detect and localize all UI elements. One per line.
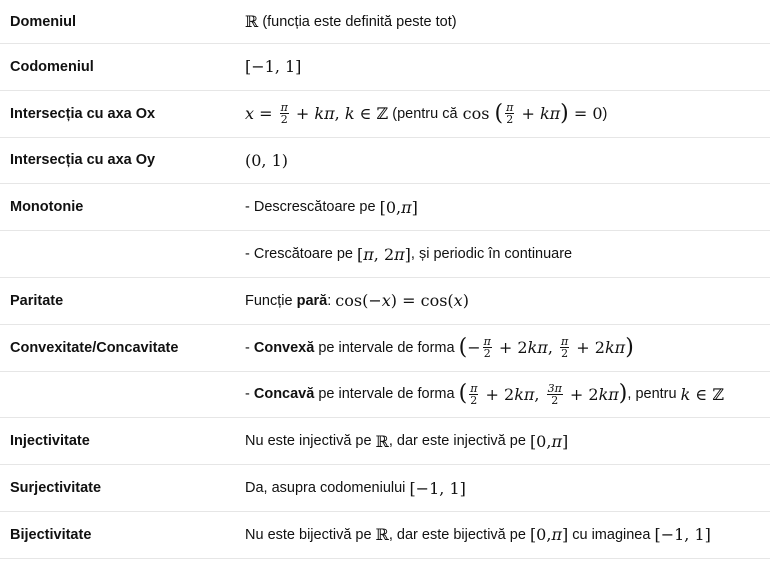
property-value: x = $\frac{\pi}{2}$ + kπ , k ∈ ℤ (pentru că cos ( $\frac{\pi}{2}$ + kπ ) = 0 )	[245, 100, 608, 127]
table-row	[0, 138, 770, 185]
table-row	[0, 465, 770, 512]
table-row	[0, 231, 770, 278]
table-row	[0, 418, 770, 465]
property-value: Nu este injectivă pe ℝ , dar este injectivă pe [0, π ]	[245, 431, 569, 451]
property-value: - Descrescătoare pe [0, π ]	[245, 197, 418, 217]
property-value: [−1, 1]	[245, 57, 302, 77]
property-label: Intersecția cu axa Ox	[10, 105, 156, 122]
table-row	[0, 512, 770, 559]
property-label: Injectivitate	[10, 433, 90, 450]
property-value: Da, asupra codomeniului [−1, 1]	[245, 478, 466, 498]
table-row	[0, 278, 770, 325]
property-value: - Convexă pe intervale de forma ( − $\frac{\pi}{2}$ + 2 kπ , $\frac{\pi}{2}$ + 2 kπ )	[245, 334, 634, 361]
table-row	[0, 184, 770, 231]
property-label: Paritate	[10, 292, 64, 309]
property-label: Monotonie	[10, 199, 84, 216]
table-row	[0, 44, 770, 91]
table-row	[0, 0, 770, 44]
property-value: - Concavă pe intervale de forma ( $\frac{\pi}{2}$ + 2 kπ , $\frac{3\pi}{2}$ + 2 kπ ) , pentru k ∈ ℤ	[245, 381, 724, 407]
table-row	[0, 91, 770, 138]
property-label: Domeniul	[10, 13, 77, 30]
property-value: (0, 1)	[245, 150, 289, 170]
property-value: - Crescătoare pe [ π , 2 π ] , și periodic în continuare	[245, 244, 573, 264]
property-label: Surjectivitate	[10, 480, 102, 497]
property-value: Funcție pară : cos(− x ) = cos( x )	[245, 291, 469, 311]
table-row	[0, 325, 770, 372]
property-label: Bijectivitate	[10, 526, 92, 543]
property-value: ℝ (funcția este definită peste tot)	[245, 12, 457, 31]
property-label: Codomeniul	[10, 58, 94, 75]
table-row	[0, 372, 770, 419]
property-label: Convexitate/Concavitate	[10, 339, 179, 356]
property-label: Intersecția cu axa Oy	[10, 152, 156, 169]
property-value: Nu este bijectivă pe ℝ , dar este bijectivă pe [0, π ] cu imaginea [−1, 1]	[245, 525, 711, 545]
